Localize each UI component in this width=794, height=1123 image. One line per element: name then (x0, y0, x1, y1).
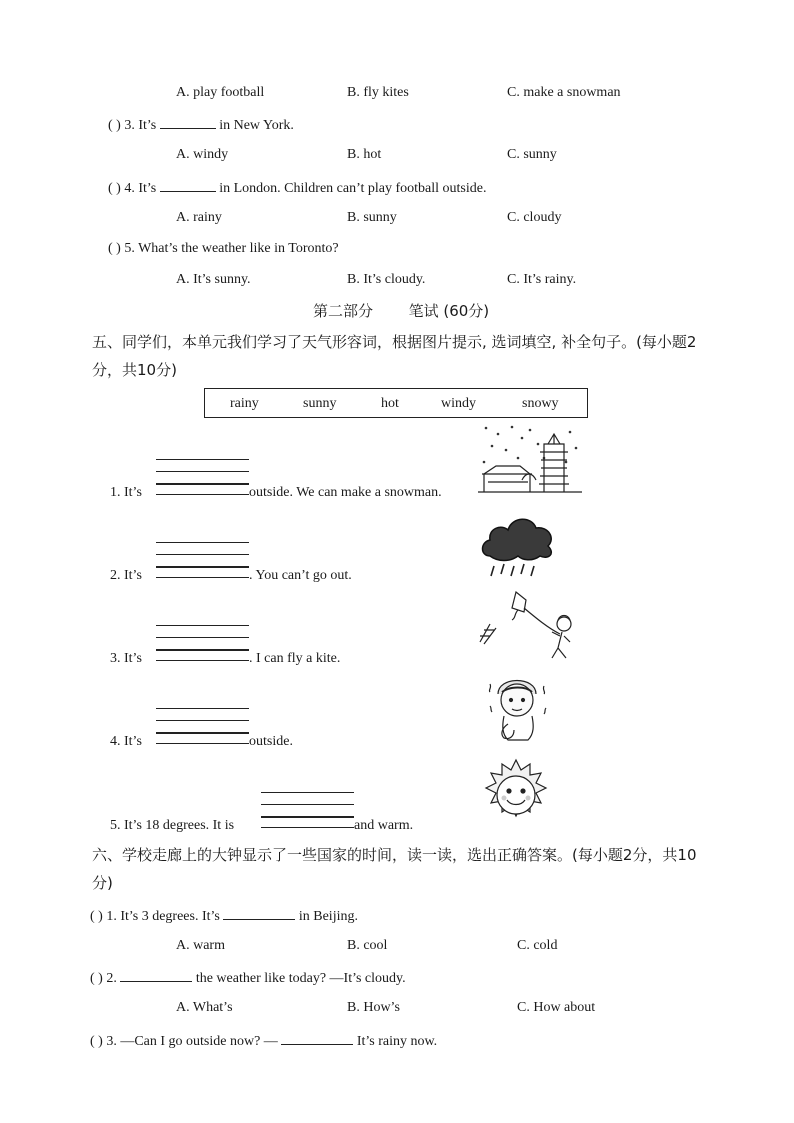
word-bank-item: rainy (230, 396, 259, 411)
option-b: B. sunny (347, 210, 397, 225)
sentence-end: outside. We can make a snowman. (249, 485, 442, 500)
sentence-start: 2. It’s (110, 568, 142, 583)
question-2: ( ) 2. the weather like today? —It’s cloudy. (90, 971, 406, 986)
question-3: ( ) 3. It’s in New York. (108, 118, 294, 133)
answer-paren[interactable]: ( ) (90, 1034, 103, 1049)
option-a: A. windy (176, 147, 229, 162)
word-bank-item: windy (441, 396, 476, 411)
sweating-girl-icon (486, 672, 552, 744)
option-b: B. cool (347, 938, 388, 953)
sentence-start: 4. It’s (110, 734, 142, 749)
answer-paren[interactable]: ( ) (90, 909, 103, 924)
option-c: C. cloudy (507, 210, 562, 225)
answer-blank[interactable] (281, 1032, 353, 1045)
four-line-writing-area[interactable] (261, 792, 354, 828)
sentence-end: . You can’t go out. (249, 568, 352, 583)
sentence-end: and warm. (354, 818, 414, 833)
option-c: C. How about (517, 1000, 596, 1015)
question-5: ( ) 5. What’s the weather like in Toronto? (108, 241, 339, 256)
section-heading: 六、学校走廊上的大钟显示了一些国家的时间，读一读，选出正确答案。(每小题2分，共10分) (92, 846, 697, 892)
option-a: A. play football (176, 85, 265, 100)
word-bank-item: hot (381, 396, 399, 411)
question-1: ( ) 1. It’s 3 degrees. It’s in Beijing. (90, 909, 358, 924)
sentence-start: 3. It’s (110, 651, 142, 666)
section-heading: 五、同学们，本单元我们学习了天气形容词，根据图片提示, 选词填空, 补全句子。(每小题2分，共10分) (92, 333, 697, 379)
answer-paren[interactable]: ( ) (108, 241, 121, 256)
question-3: ( ) 3. —Can I go outside now? — It’s rainy now. (90, 1034, 438, 1049)
rain-cloud-icon (478, 508, 558, 582)
answer-paren[interactable]: ( ) (108, 118, 121, 133)
option-b: B. It’s cloudy. (347, 272, 426, 287)
four-line-writing-area[interactable] (156, 542, 249, 578)
answer-blank[interactable] (160, 179, 216, 192)
option-b: B. fly kites (347, 85, 409, 100)
boy-flying-kite-icon (476, 588, 580, 668)
question-4: ( ) 4. It’s in London. Children can’t play football outside. (108, 181, 487, 196)
option-c: C. It’s rainy. (507, 272, 577, 287)
four-line-writing-area[interactable] (156, 459, 249, 495)
option-c: C. make a snowman (507, 85, 621, 100)
answer-paren[interactable]: ( ) (90, 971, 103, 986)
option-a: A. It’s sunny. (176, 272, 251, 287)
option-a: A. rainy (176, 210, 222, 225)
sentence-start: 5. It’s 18 degrees. It is (110, 818, 235, 833)
smiling-sun-icon (480, 758, 552, 830)
snowy-pagoda-icon (478, 422, 582, 494)
answer-blank[interactable] (223, 907, 295, 920)
option-a: A. What’s (176, 1000, 233, 1015)
sentence-start: 1. It’s (110, 485, 142, 500)
sentence-end: . I can fly a kite. (249, 651, 341, 666)
answer-blank[interactable] (120, 969, 192, 982)
four-line-writing-area[interactable] (156, 708, 249, 744)
option-a: A. warm (176, 938, 225, 953)
four-line-writing-area[interactable] (156, 625, 249, 661)
option-b: B. How’s (347, 1000, 400, 1015)
sentence-end: outside. (249, 734, 293, 749)
word-bank-item: sunny (303, 396, 337, 411)
option-c: C. cold (517, 938, 558, 953)
option-b: B. hot (347, 147, 382, 162)
option-c: C. sunny (507, 147, 557, 162)
answer-paren[interactable]: ( ) (108, 181, 121, 196)
answer-blank[interactable] (160, 116, 216, 129)
word-bank (204, 388, 588, 418)
part-title: 第二部分 笔试 (60分) (313, 302, 490, 320)
word-bank-item: snowy (522, 396, 559, 411)
